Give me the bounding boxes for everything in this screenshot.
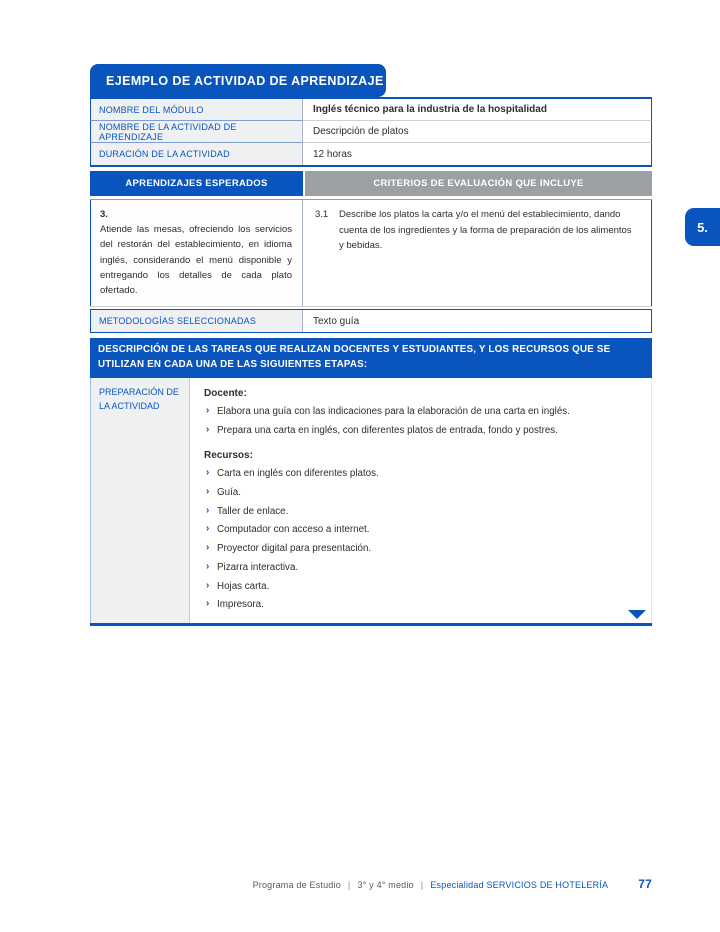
footer-specialty: Especialidad SERVICIOS DE HOTELERÍA bbox=[430, 880, 609, 890]
expected-learning-header: APRENDIZAJES ESPERADOS bbox=[90, 171, 303, 196]
table-row bbox=[90, 121, 652, 143]
list-item: › Elabora una guía con las indicaciones para la elaboración de una carta en inglés. bbox=[206, 405, 570, 418]
recursos-list bbox=[204, 467, 637, 612]
table-row bbox=[90, 143, 652, 165]
methodology-row bbox=[90, 309, 652, 333]
tasks-description-banner: DESCRIPCIÓN DE LAS TAREAS QUE REALIZAN DOCENTES Y ESTUDIANTES, Y LOS RECURSOS QUE SE UTILIZAN EN CADA UNA DE LAS SIGUIENTES ETAPAS: bbox=[90, 338, 652, 378]
table-row bbox=[90, 99, 652, 121]
expected-learning-cell bbox=[90, 200, 303, 306]
activity-name-value: Descripción de platos bbox=[303, 121, 652, 143]
bullet-icon: › bbox=[206, 598, 210, 610]
docente-list bbox=[204, 405, 637, 438]
page-number: 77 bbox=[638, 877, 652, 891]
info-table bbox=[90, 97, 652, 167]
footer-separator: | bbox=[420, 880, 424, 890]
bullet-icon: › bbox=[206, 579, 210, 591]
learning-objective-text: Atiende las mesas, ofreciendo los servicios del restorán del establecimiento, en idioma inglés, considerando el menú disponible y entregando los detalles de cada plato ofertado. bbox=[100, 224, 292, 296]
criteria-text: Describe los platos la carta y/o el menú del establecimiento, dando cuenta de los ingredientes y la forma de preparación de los alimentos y bebidas. bbox=[339, 209, 632, 252]
list-item: › Computador con acceso a internet. bbox=[206, 523, 370, 536]
list-item: › Impresora. bbox=[206, 598, 264, 611]
bullet-icon: › bbox=[206, 542, 210, 554]
bullet-icon: › bbox=[206, 504, 210, 516]
bullet-icon: › bbox=[206, 405, 210, 417]
continuation-arrow-icon bbox=[628, 610, 646, 619]
bullet-icon: › bbox=[206, 560, 210, 572]
preparation-content bbox=[190, 378, 652, 623]
activity-table bbox=[90, 64, 652, 626]
bullet-icon: › bbox=[206, 424, 210, 436]
list-item: › Taller de enlace. bbox=[206, 504, 289, 517]
duration-label: DURACIÓN DE LA ACTIVIDAD bbox=[90, 143, 303, 165]
activity-name-label: NOMBRE DE LA ACTIVIDAD DE APRENDIZAJE bbox=[90, 121, 303, 143]
bullet-icon: › bbox=[206, 485, 210, 497]
criteria-number: 3.1 bbox=[315, 209, 329, 220]
learning-content-row bbox=[90, 199, 652, 307]
module-name-label: NOMBRE DEL MÓDULO bbox=[90, 99, 303, 121]
preparation-label: PREPARACIÓN DE LA ACTIVIDAD bbox=[90, 378, 190, 623]
list-item: › Prepara una carta en inglés, con diferentes platos de entrada, fondo y postres. bbox=[206, 424, 558, 437]
footer-grade: 3° y 4° medio bbox=[357, 880, 414, 890]
footer-separator: | bbox=[347, 880, 351, 890]
learning-objective-number: 3. bbox=[100, 209, 108, 220]
list-item: › Pizarra interactiva. bbox=[206, 560, 299, 573]
list-item: › Proyector digital para presentación. bbox=[206, 542, 372, 555]
module-name-value: Inglés técnico para la industria de la hospitalidad bbox=[303, 99, 652, 121]
evaluation-criteria-cell bbox=[303, 200, 652, 306]
page-footer bbox=[90, 877, 652, 891]
bullet-icon: › bbox=[206, 467, 210, 479]
evaluation-criteria-header: CRITERIOS DE EVALUACIÓN QUE INCLUYE bbox=[305, 171, 652, 196]
page-title: EJEMPLO DE ACTIVIDAD DE APRENDIZAJE bbox=[90, 64, 386, 97]
preparation-section bbox=[90, 378, 652, 626]
methodology-label: METODOLOGÍAS SELECCIONADAS bbox=[90, 310, 303, 332]
chapter-side-tab: 5. bbox=[685, 208, 720, 246]
duration-value: 12 horas bbox=[303, 143, 652, 165]
list-item: › Hojas carta. bbox=[206, 579, 270, 592]
footer-program: Programa de Estudio bbox=[252, 880, 341, 890]
recursos-title: Recursos: bbox=[204, 450, 253, 462]
learning-header-row bbox=[90, 171, 652, 196]
methodology-value: Texto guía bbox=[303, 310, 652, 332]
list-item: › Carta en inglés con diferentes platos. bbox=[206, 467, 379, 480]
list-item: › Guía. bbox=[206, 485, 241, 498]
docente-title: Docente: bbox=[204, 388, 247, 400]
bullet-icon: › bbox=[206, 523, 210, 535]
